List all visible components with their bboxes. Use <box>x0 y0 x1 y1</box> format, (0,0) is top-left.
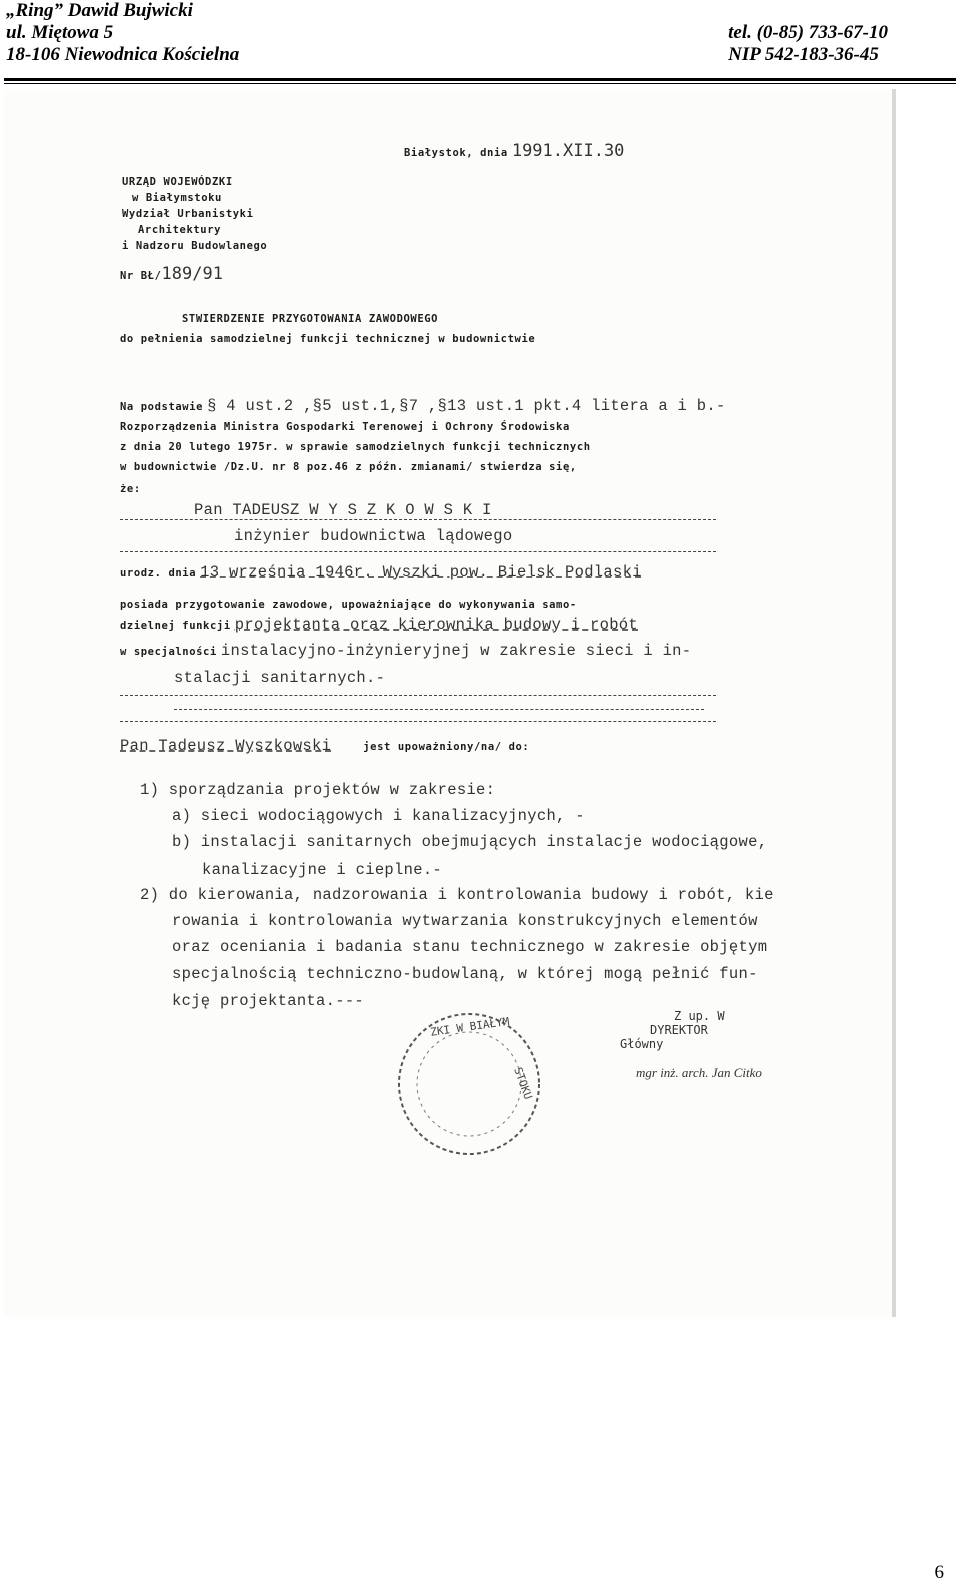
official-stamp <box>394 1009 544 1159</box>
doc-number-value: 189/91 <box>161 264 223 284</box>
spec-prefix: w specjalności <box>120 646 217 658</box>
basis-value: § 4 ust.2 ,§5 ust.1,§7 ,§13 ust.1 pkt.4 litera a i b.- <box>207 397 726 415</box>
date-prefix: Białystok, dnia <box>404 147 508 159</box>
company-city: 18-106 Niewodnica Kościelna <box>6 44 240 65</box>
doc-title: STWIERDZENIE PRZYGOTOWANIA ZAWODOWEGO <box>182 313 439 325</box>
auth-line <box>120 737 529 755</box>
fill-line <box>120 695 716 696</box>
office-block <box>122 174 267 254</box>
person-name: Pan TADEUSZ W Y S Z K O W S K I <box>194 501 492 519</box>
basis-prefix: Na podstawie <box>120 401 204 413</box>
office-line: Architektury <box>138 224 222 236</box>
spec-line-2: stalacji sanitarnych.- <box>174 669 386 687</box>
basis-line-1 <box>120 397 726 415</box>
spec-value: instalacyjno-inżynieryjnej w zakresie sieci i in- <box>220 642 692 660</box>
item-line: 2) do kierowania, nadzorowania i kontrolowania budowy i robót, kie <box>140 886 774 904</box>
item-line: oraz oceniania i badania stanu technicznego w zakresie objętym <box>172 938 768 956</box>
office-line: Wydział Urbanistyki <box>122 208 254 220</box>
office-line: URZĄD WOJEWÓDZKI <box>122 176 233 188</box>
company-phone: tel. (0-85) 733-67-10 <box>728 22 888 43</box>
doc-number-prefix: Nr BŁ/ <box>120 270 162 282</box>
fill-line <box>120 551 716 552</box>
letterhead-right <box>728 22 888 66</box>
item-line: b) instalacji sanitarnych obejmujących instalacje wodociągowe, <box>172 833 768 851</box>
svg-text:STOKU: STOKU <box>511 1065 535 1102</box>
fill-line <box>120 721 716 722</box>
qual-prefix: dzielnej funkcji <box>120 620 231 632</box>
sign-line: Z up. W <box>674 1009 725 1023</box>
doc-subtitle: do pełnienia samodzielnej funkcji technicznej w budownictwie <box>120 333 536 345</box>
basis-line-3: z dnia 20 lutego 1975r. w sprawie samodzielnych funkcji technicznych <box>120 441 591 453</box>
svg-text:ZKI W BIAŁYM: ZKI W BIAŁYM <box>429 1014 511 1039</box>
company-street: ul. Miętowa 5 <box>6 22 114 43</box>
qual-line-1: posiada przygotowanie zawodowe, upoważniające do wykonywania samo- <box>120 599 577 611</box>
date-line <box>404 141 624 161</box>
letterhead-left <box>6 0 239 66</box>
basis-line-2: Rozporządzenia Ministra Gospodarki Terenowej i Ochrony Środowiska <box>120 421 570 433</box>
company-nip: NIP 542-183-36-45 <box>728 44 879 65</box>
item-line: 1) sporządzania projektów w zakresie: <box>140 781 496 799</box>
born-prefix: urodz. dnia <box>120 567 197 579</box>
fill-line <box>120 519 716 520</box>
qual-value: projektanta oraz kierownika budowy i robót <box>234 616 639 634</box>
born-value: 13 września 1946r. Wyszki pow. Bielsk Podlaski <box>200 563 642 581</box>
fill-line <box>174 709 704 710</box>
scanned-document <box>4 89 896 1317</box>
office-line: w Białymstoku <box>132 192 222 204</box>
spec-line <box>120 642 691 660</box>
born-line <box>120 563 642 581</box>
signature-block <box>620 1009 830 1081</box>
header-rule-thick <box>4 78 956 81</box>
qual-line-2 <box>120 616 638 634</box>
scan-edge <box>892 89 896 1317</box>
sign-line: Główny <box>620 1037 664 1051</box>
auth-name: Pan Tadeusz Wyszkowski <box>120 737 332 755</box>
signatory-name: mgr inż. arch. Jan Citko <box>636 1065 762 1080</box>
company-name: „Ring” Dawid Bujwicki <box>6 0 193 21</box>
item-line: specjalnością techniczno-budowlaną, w której mogą pełnić fun- <box>172 965 758 983</box>
doc-number <box>120 264 223 284</box>
item-line: a) sieci wodociągowych i kanalizacyjnych, - <box>172 807 585 825</box>
profession: inżynier budownictwa lądowego <box>234 527 513 545</box>
basis-line-5: że: <box>120 483 141 495</box>
item-line: kcję projektanta.--- <box>172 992 365 1010</box>
page-number: 6 <box>934 1562 944 1583</box>
header-rule-thin <box>4 83 956 84</box>
item-line: rowania i kontrolowania wytwarzania konstrukcyjnych elementów <box>172 912 758 930</box>
item-line: kanalizacyjne i cieplne.- <box>202 861 443 879</box>
auth-suffix: jest upoważniony/na/ do: <box>363 741 530 753</box>
basis-line-4: w budownictwie /Dz.U. nr 8 poz.46 z późn. zmianami/ stwierdza się, <box>120 461 577 473</box>
office-line: i Nadzoru Budowlanego <box>122 240 268 252</box>
sign-line: DYREKTOR <box>650 1023 708 1037</box>
date-value: 1991.XII.30 <box>511 141 625 161</box>
